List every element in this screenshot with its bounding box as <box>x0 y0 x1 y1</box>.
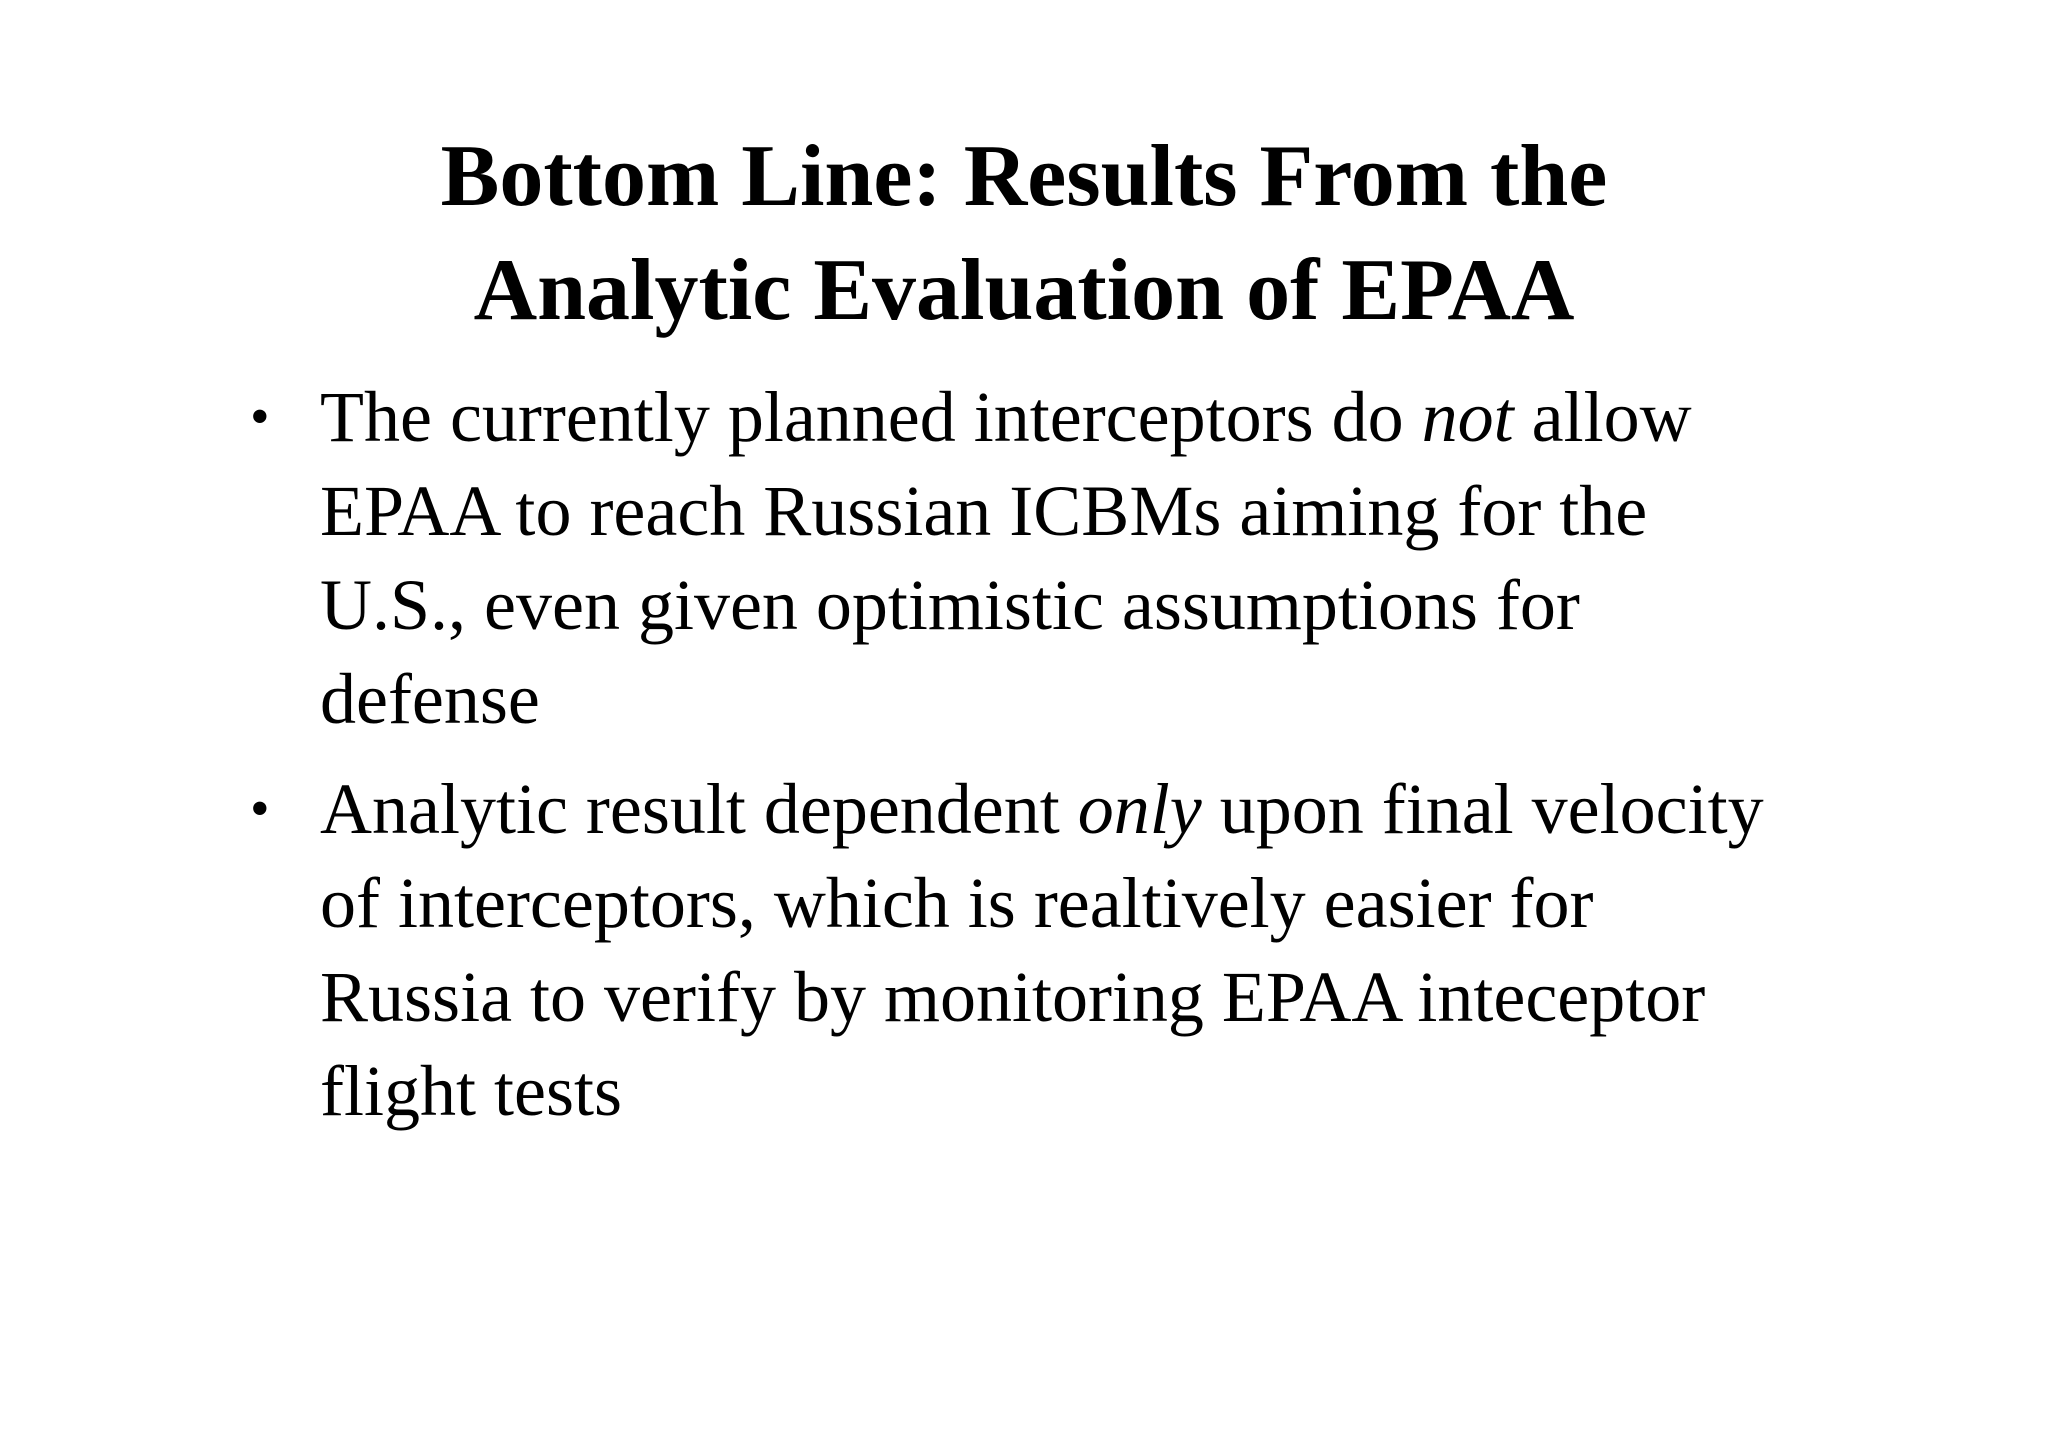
slide-title <box>0 120 2048 348</box>
bullet-icon: • <box>250 386 270 448</box>
bullet-line: flight tests <box>320 1051 622 1131</box>
bullet-text <box>320 762 1870 1138</box>
text-segment: The currently planned interceptors do <box>320 377 1422 457</box>
bullet-line: U.S., even given optimistic assumptions for <box>320 565 1580 645</box>
emphasis-text: not <box>1421 377 1514 457</box>
text-segment: upon final velocity <box>1201 769 1764 849</box>
text-segment: allow <box>1513 377 1692 457</box>
bullet-line: defense <box>320 659 540 739</box>
text-segment: Analytic result dependent <box>320 769 1078 849</box>
bullet-line <box>320 762 1870 856</box>
emphasis-text: only <box>1077 769 1202 849</box>
bullet-item-2 <box>250 762 1870 1138</box>
bullet-item-1 <box>250 370 1870 746</box>
title-line-1: Bottom Line: Results From the <box>440 128 1608 225</box>
bullet-text <box>320 370 1870 746</box>
bullet-line: EPAA to reach Russian ICBMs aiming for the <box>320 471 1648 551</box>
bullet-line: Russia to verify by monitoring EPAA inteceptor <box>320 957 1706 1037</box>
title-line-2: Analytic Evaluation of EPAA <box>473 242 1575 339</box>
bullet-line: of interceptors, which is realtively easier for <box>320 863 1594 943</box>
bullet-icon: • <box>250 778 270 840</box>
bullet-line <box>320 370 1870 464</box>
bullet-list <box>250 370 1870 1138</box>
